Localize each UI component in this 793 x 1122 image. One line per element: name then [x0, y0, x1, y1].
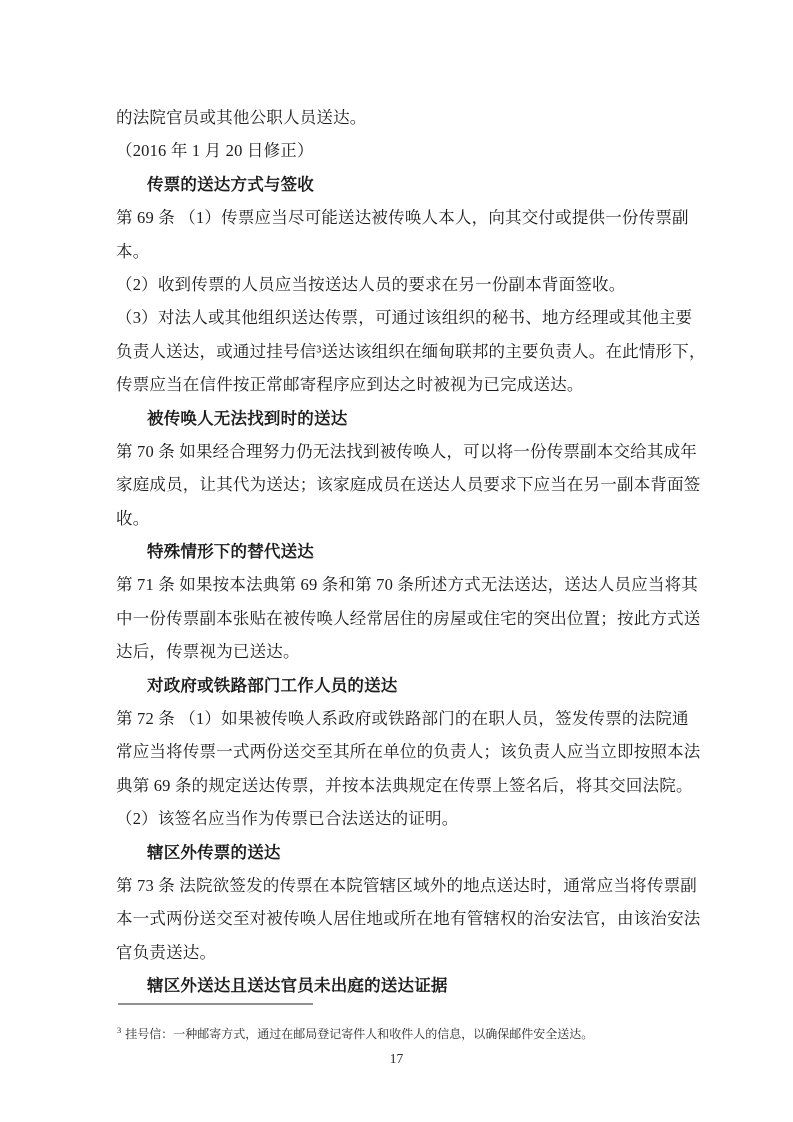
section-heading: 辖区外传票的送达	[147, 842, 281, 862]
body-line: 传票应当在信件按正常邮寄程序应到达之时被视为已完成送达。	[116, 375, 584, 395]
body-line: 第 73 条 法院欲签发的传票在本院管辖区域外的地点送达时，通常应当将传票副	[116, 875, 697, 895]
body-line: 本一式两份送交至对被传唤人居住地或所在地有管辖权的治安法官，由该治安法	[116, 909, 701, 929]
body-line: 典第 69 条的规定送达传票，并按本法典规定在传票上签名后，将其交回法院。	[116, 775, 693, 795]
body-line: 第 70 条 如果经合理努力仍无法找到被传唤人，可以将一份传票副本交给其成年	[116, 441, 697, 461]
page-number: 17	[389, 1051, 404, 1066]
section-heading: 辖区外送达且送达官员未出庭的送达证据	[147, 976, 448, 996]
body-line: 官负责送达。	[116, 942, 217, 962]
body-line: （2）该签名应当作为传票已合法送达的证明。	[116, 809, 459, 829]
footnote	[117, 1022, 717, 1042]
section-heading: 特殊情形下的替代送达	[147, 542, 314, 562]
body-line: 第 69 条 （1）传票应当尽可能送达被传唤人本人，向其交付或提供一份传票副	[116, 208, 689, 228]
body-line: 的法院官员或其他公职人员送达。	[116, 108, 367, 127]
body-line: 负责人送达，或通过挂号信³送达该组织在缅甸联邦的主要负责人。在此情形下，	[116, 341, 706, 361]
section-heading: 被传唤人无法找到时的送达	[147, 408, 348, 428]
body-line: （2）收到传票的人员应当按送达人员的要求在另一份副本背面签收。	[116, 274, 626, 294]
body-line: 达后，传票视为已送达。	[116, 642, 300, 662]
body-line: 常应当将传票一式两份送交至其所在单位的负责人；该负责人应当立即按照本法	[116, 742, 701, 762]
body-line: 本。	[116, 241, 150, 261]
body-line: 第 71 条 如果按本法典第 69 条和第 70 条所述方式无法送达，送达人员应当将其	[116, 575, 698, 595]
body-line: （2016 年 1 月 20 日修正）	[116, 141, 314, 161]
footnote-separator	[118, 1003, 313, 1005]
document-body	[116, 101, 706, 1003]
section-heading: 对政府或铁路部门工作人员的送达	[147, 675, 398, 695]
section-heading: 传票的送达方式与签收	[147, 174, 314, 194]
footnote-marker: 3	[117, 1025, 122, 1035]
body-line: （3）对法人或其他组织送达传票，可通过该组织的秘书、地方经理或其他主要	[116, 308, 693, 328]
body-line: 中一份传票副本张贴在被传唤人经常居住的房屋或住宅的突出位置；按此方式送	[116, 608, 701, 628]
body-line: 第 72 条 （1）如果被传唤人系政府或铁路部门的在职人员，签发传票的法院通	[116, 709, 689, 729]
body-line: 家庭成员，让其代为送达；该家庭成员在送达人员要求下应当在另一副本背面签	[116, 475, 701, 495]
body-line: 收。	[116, 508, 150, 528]
footnote-text: 挂号信：一种邮寄方式，通过在邮局登记寄件人和收件人的信息，以确保邮件安全送达。	[125, 1027, 594, 1041]
